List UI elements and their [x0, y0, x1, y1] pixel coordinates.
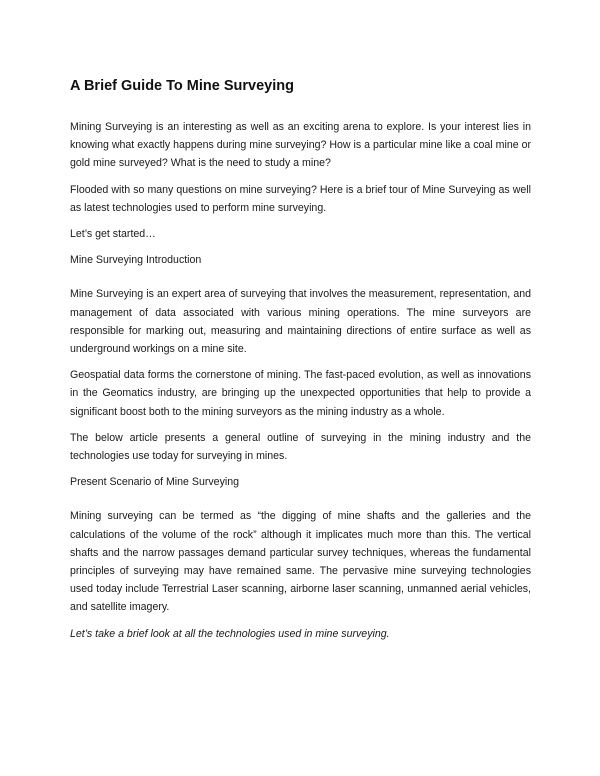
document-title: A Brief Guide To Mine Surveying: [70, 78, 294, 94]
document-page: [70, 76, 531, 651]
section2-paragraph-1: Mining surveying can be termed as “the digging of mine shafts and the galleries and the calculations of the volume of the rock” although it implicates much more than this. The vertical shafts and the narrow passages demand particular survey techniques, whereas the fundamental principles of surveying may have remained same. The pervasive mine surveying technologies used today include Terrestrial Laser scanning, airborne laser scanning, unmanned aerial vehicles, and satellite imagery.: [70, 510, 531, 614]
section1-paragraph-2: Geospatial data forms the cornerstone of mining. The fast-paced evolution, as well as innovations in the Geomatics industry, are bringing up the unexpected opportunities that help to provide a significant boost both to the mining surveyors as the mining industry as a whole.: [70, 369, 531, 418]
intro-paragraph-2: Flooded with so many questions on mine surveying? Here is a brief tour of Mine Surveying as well as latest technologies used to perform mine surveying.: [70, 183, 531, 214]
intro-paragraph-1: Mining Surveying is an interesting as well as an exciting arena to explore. Is your interest lies in knowing what exactly happens during mine surveying? How is a particular mine like a coal mine or gold mine surveyed? What is the need to study a mine?: [70, 121, 531, 170]
intro-paragraph-3: Let’s get started…: [70, 228, 156, 241]
section-heading-present-scenario: Present Scenario of Mine Surveying: [70, 476, 239, 489]
section1-paragraph-1: Mine Surveying is an expert area of surveying that involves the measurement, representation, and management of data associated with various mining operations. The mine surveyors are responsible for marking out, measuring and maintaining directions of entire surface as well as underground workings on a mine site.: [70, 288, 531, 356]
section-heading-introduction: Mine Surveying Introduction: [70, 254, 202, 267]
section1-paragraph-3: The below article presents a general outline of surveying in the mining industry and the technologies use today for surveying in mines.: [70, 431, 531, 463]
closing-italic-line: Let’s take a brief look at all the technologies used in mine surveying.: [70, 627, 390, 640]
